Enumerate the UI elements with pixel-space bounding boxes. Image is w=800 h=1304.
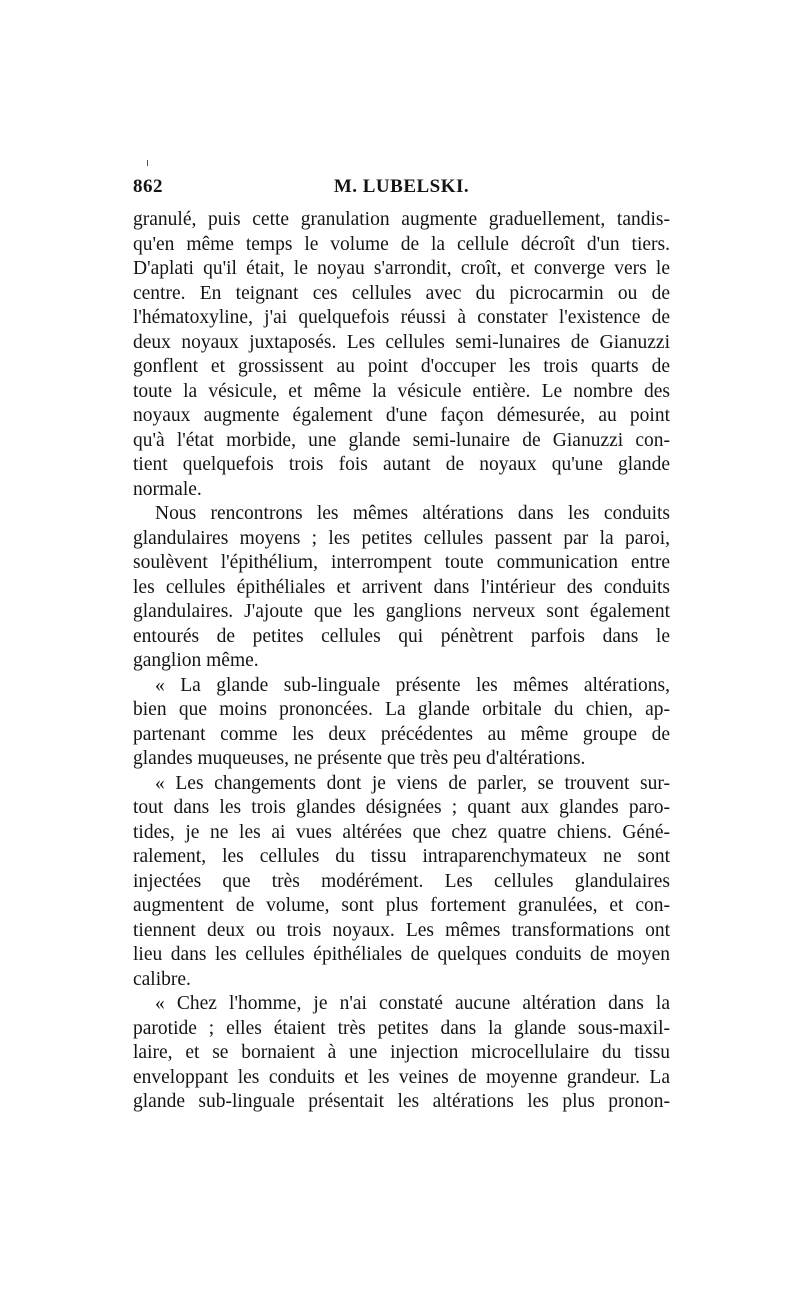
text-line: injectées que très modérément. Les cellules glandulaires (133, 870, 670, 892)
body-text (133, 208, 670, 1128)
text-line: glandes muqueuses, ne présente que très peu d'altérations. (133, 748, 586, 769)
text-line: lieu dans les cellules épithéliales de quelques conduits de moyen (133, 944, 670, 965)
text-line: parotide ; elles étaient très petites dans la glande sous-maxil- (133, 1017, 670, 1039)
page-header (133, 176, 670, 202)
page-number: 862 (133, 176, 163, 197)
text-line: « Chez l'homme, je n'ai constaté aucune altération dans la (155, 993, 670, 1014)
text-line: bien que moins prononcées. La glande orbitale du chien, ap- (133, 699, 670, 720)
text-line: tiennent deux ou trois noyaux. Les mêmes transformations ont (133, 919, 670, 941)
text-line: « La glande sub-linguale présente les mêmes altérations, (155, 674, 670, 696)
text-line: soulèvent l'épithélium, interrompent toute communication entre (133, 552, 670, 573)
text-line: les cellules épithéliales et arrivent dans l'intérieur des conduits (133, 576, 670, 598)
text-line: « Les changements dont je viens de parler, se trouvent sur- (155, 772, 670, 794)
text-line: toute la vésicule, et même la vésicule entière. Le nombre des (133, 380, 670, 402)
text-line: gonflent et grossissent au point d'occuper les trois quarts de (133, 356, 670, 377)
text-line: augmentent de volume, sont plus fortement granulées, et con- (133, 895, 670, 916)
text-line: tides, je ne les ai vues altérées que chez quatre chiens. Géné- (133, 821, 670, 843)
text-line: glande sub-linguale présentait les altérations les plus pronon- (133, 1091, 670, 1112)
text-line: entourés de petites cellules qui pénètrent parfois dans le (133, 625, 670, 647)
text-line: l'hématoxyline, j'ai quelquefois réussi à constater l'existence de (133, 307, 670, 328)
text-line: tient quelquefois trois fois autant de noyaux qu'une glande (133, 454, 670, 475)
text-line: ganglion même. (133, 650, 259, 671)
text-line: Nous rencontrons les mêmes altérations dans les conduits (155, 503, 670, 524)
text-line: noyaux augmente également d'une façon démesurée, au point (133, 405, 670, 426)
text-line: normale. (133, 478, 202, 500)
text-line: deux noyaux juxtaposés. Les cellules semi-lunaires de Gianuzzi (133, 331, 670, 353)
print-mark (147, 160, 148, 166)
text-line: partenant comme les deux précédentes au même groupe de (133, 723, 670, 745)
text-line: calibre. (133, 968, 191, 990)
text-line: D'aplati qu'il était, le noyau s'arrondit, croît, et converge vers le (133, 258, 670, 279)
text-line: granulé, puis cette granulation augmente graduellement, tandis- (133, 209, 670, 230)
text-line: glandulaires moyens ; les petites cellules passent par la paroi, (133, 527, 670, 549)
text-line: tout dans les trois glandes désignées ; quant aux glandes paro- (133, 797, 670, 818)
text-line: centre. En teignant ces cellules avec du picrocarmin ou de (133, 282, 670, 304)
text-line: qu'en même temps le volume de la cellule décroît d'un tiers. (133, 233, 670, 255)
text-line: laire, et se bornaient à une injection microcellulaire du tissu (133, 1042, 670, 1063)
text-line: qu'à l'état morbide, une glande semi-lunaire de Gianuzzi con- (133, 429, 670, 451)
text-line: ralement, les cellules du tissu intraparenchymateux ne sont (133, 846, 670, 867)
text-line: glandulaires. J'ajoute que les ganglions nerveux sont également (133, 601, 670, 622)
text-line: enveloppant les conduits et les veines de moyenne grandeur. La (133, 1066, 670, 1088)
running-title: M. LUBELSKI. (333, 176, 470, 197)
